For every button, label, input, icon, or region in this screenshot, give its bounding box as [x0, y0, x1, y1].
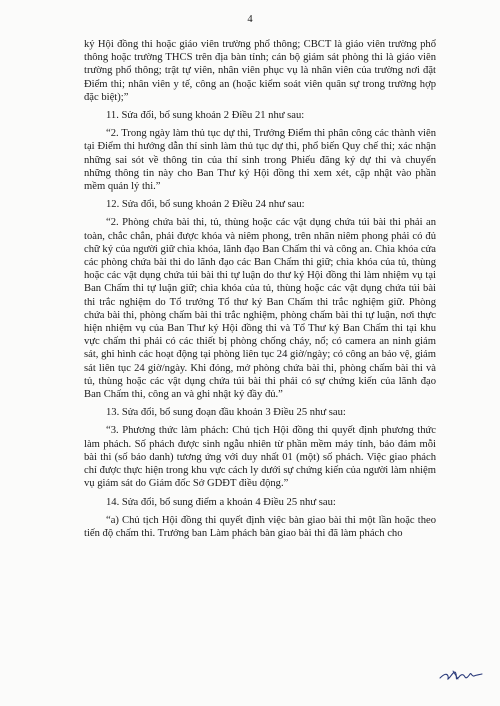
paragraph-continuation: ký Hội đồng thi hoặc giáo viên trường phổ thông; CBCT là giáo viên trường phổ thông hoặc trường THCS trên địa bàn tỉnh; cán bộ giám sát phòng thi là giáo viên trường phổ thông; trật tự viên, nhân viên phục vụ là nhân viên của trường nơi đặt Điểm thi; nhân viên y tế, công an (hoặc kiểm soát viên quân sự trong trường hợp đặc biệt);”	[84, 39, 436, 103]
amendment-heading-12: 12. Sửa đổi, bổ sung khoản 2 Điều 24 như sau:	[106, 199, 305, 211]
handwritten-initials-signature	[438, 665, 484, 685]
amendment-text-14: “a) Chủ tịch Hội đồng thi quyết định việc bàn giao bài thi một lần hoặc theo tiến độ chấm thi. Trưởng ban Làm phách bàn giao bài thi đã làm phách cho	[84, 514, 436, 539]
page-number: 4	[247, 14, 253, 25]
amendment-heading-11: 11. Sửa đổi, bổ sung khoản 2 Điều 21 như sau:	[106, 110, 305, 122]
amendment-text-13: “3. Phương thức làm phách: Chủ tịch Hội đồng thi quyết định phương thức làm phách. Số phách được sinh ngẫu nhiên từ phần mềm máy tính, bảo đảm mỗi bài thi (số báo danh) tương ứng với duy nhất 01 (một) số phách. Việc giao phách chỉ được thực hiện trong khu vực cách ly dưới sự chứng kiến của người làm nhiệm vụ giám sát do Giám đốc Sở GDĐT điều động.”	[84, 425, 436, 490]
amendment-heading-13: 13. Sửa đổi, bổ sung đoạn đầu khoản 3 Điều 25 như sau:	[106, 407, 346, 419]
document-body	[84, 38, 436, 545]
amendment-text-11: “2. Trong ngày làm thủ tục dự thi, Trưởng Điểm thi phân công các thành viên tại Điểm thi hướng dẫn thí sinh làm thủ tục dự thi, phổ biến Quy chế thi; xác nhận những sai sót về thông tin của thí sinh trong Phiếu đăng ký dự thi và chuyển những thông tin này cho Ban Thư ký Hội đồng thi xem xét, cập nhật vào phần mềm quản lý thi.”	[84, 128, 436, 193]
amendment-text-12: “2. Phòng chứa bài thi, tủ, thùng hoặc các vật dụng chứa túi bài thi phải an toàn, chắc chắn, phải được khóa và niêm phong, trên nhãn niêm phong phải có đủ chữ ký của người giữ chìa khóa, lãnh đạo Ban Chấm thi và công an. Chìa khóa cửa các phòng chứa bài thi do lãnh đạo các Ban Chấm thi giữ; chìa khóa của tủ, thùng hoặc các vật dụng chứa túi bài thi tự luận do thư ký Hội đồng thi làm nhiệm vụ tại Ban Chấm thi tự luận giữ; chìa khóa của tủ, thùng hoặc các vật dụng chứa túi bài thi trắc nghiệm do Tổ trưởng Tổ thư ký Ban Chấm thi trắc nghiệm giữ. Phòng chứa bài thi, phòng chấm bài thi trắc nghiệm, phòng chấm bài thi tự luận, nơi thực hiện nhiệm vụ của Ban Thư ký Hội đồng thi và Tổ Thư ký Ban Chấm thi tại khu vực chấm thi phải có các thiết bị phòng chống cháy, nổ; có camera an ninh giám sát, ghi hình các hoạt động tại phòng liên tục 24 giờ/ngày; có công an bảo vệ, giám sát liên tục 24 giờ/ngày. Khi đóng, mở phòng chứa bài thi, phòng chấm bài thi và tủ, thùng hoặc các vật dụng chứa túi bài thi phải có sự chứng kiến của lãnh đạo Ban Chấm thi, công an và ghi nhật ký đầy đủ.”	[84, 217, 436, 401]
amendment-heading-14: 14. Sửa đổi, bổ sung điểm a khoản 4 Điều 25 như sau:	[106, 496, 336, 508]
